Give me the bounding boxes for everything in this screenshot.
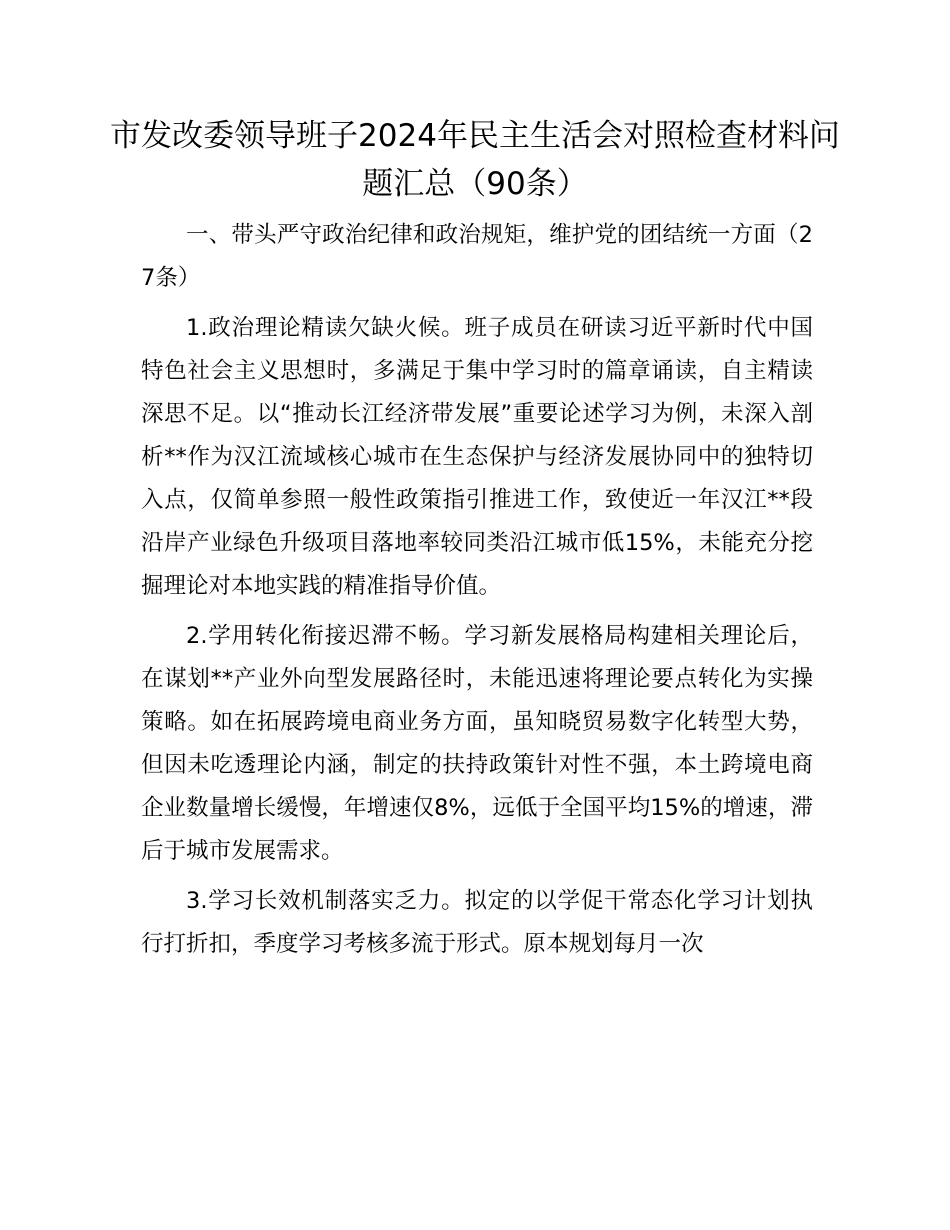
document-body <box>141 214 813 973</box>
paragraph-item-2: 2.学用转化衔接迟滞不畅。学习新发展格局构建相关理论后，在谋划**产业外向型发展路径时，未能迅速将理论要点转化为实操策略。如在拓展跨境电商业务方面，虽知晓贸易数字化转型大势，但因未吃透理论内涵，制定的扶持政策针对性不强，本土跨境电商企业数量增长缓慢，年增速仅8%，远低于全国平均15%的增速，滞后于城市发展需求。 <box>141 623 813 864</box>
paragraph-item-1: 1.政治理论精读欠缺火候。班子成员在研读习近平新时代中国特色社会主义思想时，多满足于集中学习时的篇章诵读，自主精读深思不足。以“推动长江经济带发展”重要论述学习为例，未深入剖析**作为汉江流域核心城市在生态保护与经济发展协同中的独特切入点，仅简单参照一般性政策指引推进工作，致使近一年汉江**段沿岸产业绿色升级项目落地率较同类沿江城市低15%，未能充分挖掘理论对本地实践的精准指导价值。 <box>141 315 813 599</box>
section-heading: 一、带头严守政治纪律和政治规矩，维护党的团结统一方面（27条） <box>141 222 813 291</box>
document-title: 市发改委领导班子2024年民主生活会对照检查材料问题汇总（90条） <box>110 118 840 202</box>
paragraph-item-3: 3.学习长效机制落实乏力。拟定的以学促干常态化学习计划执行打折扣，季度学习考核多流于形式。原本规划每月一次 <box>141 888 813 957</box>
